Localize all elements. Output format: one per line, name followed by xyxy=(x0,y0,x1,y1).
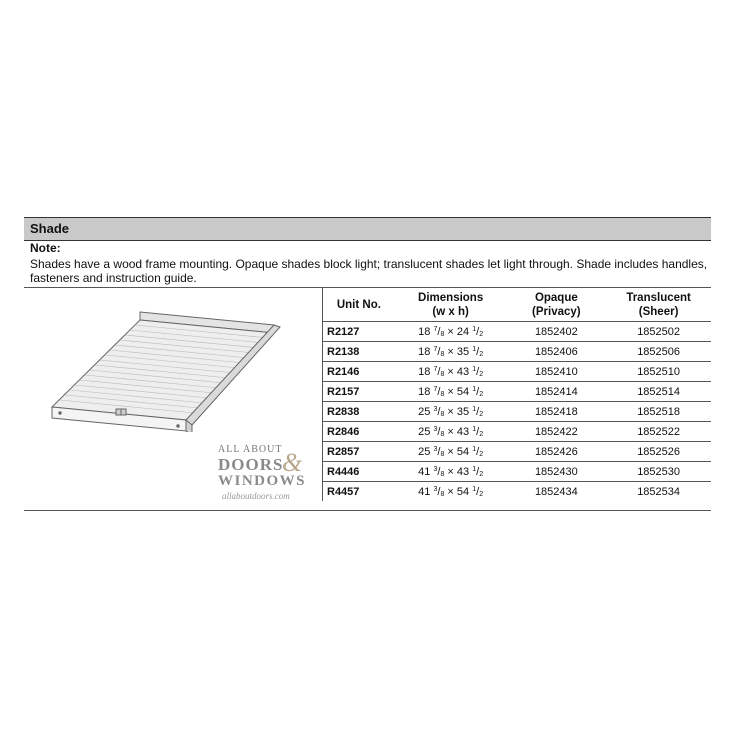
column-header-opaque: Opaque (Privacy) xyxy=(532,291,581,318)
cell-unit: R2838 xyxy=(323,402,395,422)
cell-translucent: 1852522 xyxy=(606,422,711,442)
cell-unit: R4446 xyxy=(323,462,395,482)
cell-unit: R2127 xyxy=(323,322,395,342)
cell-opaque: 1852434 xyxy=(507,482,607,502)
column-header-unit: Unit No. xyxy=(323,288,395,322)
cell-opaque: 1852430 xyxy=(507,462,607,482)
bottom-rule xyxy=(24,510,711,511)
section-header-bar xyxy=(24,217,711,241)
watermark-logo xyxy=(218,444,308,504)
watermark-ampersand: & xyxy=(282,448,303,477)
table-row xyxy=(323,382,712,402)
shade-table xyxy=(322,288,711,501)
cell-dimensions: 25 $^3/_8 \times 43$ $^1/_2$ xyxy=(395,422,507,442)
cell-translucent: 1852506 xyxy=(606,342,711,362)
table-row xyxy=(323,322,712,342)
table-row xyxy=(323,482,712,502)
cell-translucent: 1852534 xyxy=(606,482,711,502)
table-row xyxy=(323,422,712,442)
cell-dimensions: 18 $^7/_8 \times 54$ $^1/_2$ xyxy=(395,382,507,402)
cell-opaque: 1852414 xyxy=(507,382,607,402)
table-row xyxy=(323,362,712,382)
column-header-dimensions: Dimensions (w x h) xyxy=(418,291,484,318)
column-header-translucent: Translucent (Sheer) xyxy=(626,291,691,318)
watermark-line-2: DOORS xyxy=(218,455,284,474)
cell-dimensions: 41 $^3/_8 \times 54$ $^1/_2$ xyxy=(395,482,507,502)
table-header-row xyxy=(323,288,712,322)
cell-unit: R4457 xyxy=(323,482,395,502)
cell-dimensions: 18 $^7/_8 \times 35$ $^1/_2$ xyxy=(395,342,507,362)
watermark-url: allaboutdoors.com xyxy=(222,491,290,501)
cell-opaque: 1852406 xyxy=(507,342,607,362)
cell-opaque: 1852418 xyxy=(507,402,607,422)
watermark-line-1: ALL ABOUT xyxy=(218,444,283,455)
table-row xyxy=(323,342,712,362)
cell-translucent: 1852502 xyxy=(606,322,711,342)
table-row xyxy=(323,462,712,482)
cell-translucent: 1852530 xyxy=(606,462,711,482)
watermark-line-3: WINDOWS xyxy=(218,473,307,489)
shade-illustration xyxy=(24,307,289,432)
note-text: Shades have a wood frame mounting. Opaque shades block light; translucent shades let light through. Shade includes handles, fasteners and instruction guide. xyxy=(30,257,708,285)
cell-translucent: 1852518 xyxy=(606,402,711,422)
shade-drawing xyxy=(52,312,280,432)
cell-opaque: 1852410 xyxy=(507,362,607,382)
table-body xyxy=(323,322,712,502)
cell-unit: R2138 xyxy=(323,342,395,362)
section-title: Shade xyxy=(30,221,70,236)
note-title: Note: xyxy=(30,241,61,255)
cell-dimensions: 25 $^3/_8 \times 35$ $^1/_2$ xyxy=(395,402,507,422)
cell-unit: R2146 xyxy=(323,362,395,382)
cell-translucent: 1852514 xyxy=(606,382,711,402)
table-row xyxy=(323,402,712,422)
cell-dimensions: 25 $^3/_8 \times 54$ $^1/_2$ xyxy=(395,442,507,462)
cell-unit: R2846 xyxy=(323,422,395,442)
cell-unit: R2157 xyxy=(323,382,395,402)
cell-opaque: 1852402 xyxy=(507,322,607,342)
table-row xyxy=(323,442,712,462)
cell-opaque: 1852422 xyxy=(507,422,607,442)
cell-dimensions: 18 $^7/_8 \times 24$ $^1/_2$ xyxy=(395,322,507,342)
cell-translucent: 1852526 xyxy=(606,442,711,462)
cell-opaque: 1852426 xyxy=(507,442,607,462)
cell-dimensions: 41 $^3/_8 \times 43$ $^1/_2$ xyxy=(395,462,507,482)
shade-table-wrap xyxy=(322,288,711,501)
cell-unit: R2857 xyxy=(323,442,395,462)
cell-translucent: 1852510 xyxy=(606,362,711,382)
cell-dimensions: 18 $^7/_8 \times 43$ $^1/_2$ xyxy=(395,362,507,382)
